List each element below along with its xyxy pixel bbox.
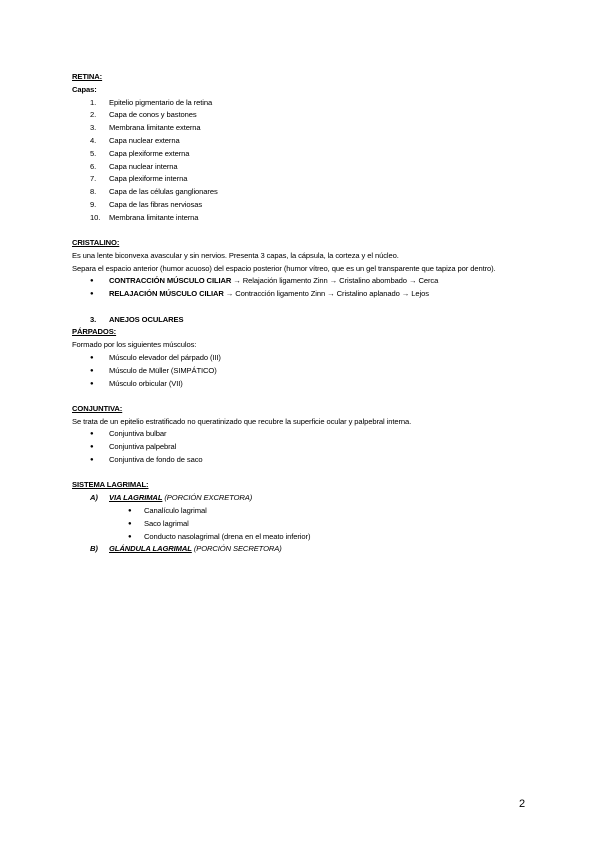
bullet-icon: ● [90,444,94,451]
bullet-icon: ● [90,431,94,438]
list-item: 3. Membrana limitante externa [90,123,201,133]
bullet-icon: ● [90,367,94,374]
list-item: 10. Membrana limitante interna [90,212,199,222]
list-item: ● Saco lagrimal [72,518,532,531]
list-item: ● Conjuntiva palpebral [72,441,532,454]
list-item: 4. Capa nuclear externa [90,135,180,145]
retina-subheading: Capas: [72,84,97,94]
bullet-icon: ● [90,278,94,285]
parpados-intro: Formado por los siguientes músculos: [72,340,197,350]
list-item: 6. Capa nuclear interna [90,161,178,171]
list-item: ● CONTRACCIÓN MÚSCULO CILIAR → Relajación ligamento Zinn → Cristalino abombado → Cerca [72,275,532,288]
bullet-icon: ● [90,354,94,361]
list-item: 1. Epitelio pigmentario de la retina [90,97,213,107]
bullet-icon: ● [90,457,94,464]
list-item: 9. Capa de las fibras nerviosas [90,199,203,209]
cristalino-paragraph: Separa el espacio anterior (humor acuoso) del espacio posterior (humor vítreo, que es un gel transparente que tapiza por dentro). [72,263,496,273]
bullet-icon: ● [90,291,94,298]
list-item: ● Conjuntiva de fondo de saco [72,454,532,467]
bullet-icon: ● [128,507,132,514]
list-item: ● Músculo elevador del párpado (III) [72,352,532,365]
conjuntiva-heading: CONJUNTIVA: [72,403,123,413]
list-item: ● Músculo de Müller (SIMPÁTICO) [72,365,532,378]
bullet-icon: ● [90,380,94,387]
list-item: 8. Capa de las células ganglionares [90,187,218,197]
list-item: 2. Capa de conos y bastones [90,110,197,120]
list-item: 7. Capa plexiforme interna [90,174,188,184]
page-content [72,71,532,556]
bullet-icon: ● [128,520,132,527]
spacer [72,467,532,480]
cristalino-heading: CRISTALINO: [72,238,120,248]
cristalino-paragraph: Es una lente biconvexa avascular y sin nervios. Presenta 3 capas, la cápsula, la corteza y el núcleo. [72,250,399,260]
spacer [72,225,532,238]
spacer [72,390,532,403]
parpados-heading: PÁRPADOS: [72,327,117,337]
list-item: ● Conjuntiva bulbar [72,428,532,441]
list-item: ● Conducto nasolagrimal (drena en el meato inferior) [72,531,532,544]
list-item: 5. Capa plexiforme externa [90,148,190,158]
retina-layer-list [72,97,532,225]
lagrimal-subsection-b: B) GLÁNDULA LAGRIMAL (PORCIÓN SECRETORA) [90,544,282,554]
list-item: ● Músculo orbicular (VII) [72,378,532,391]
page-number: 2 [519,798,526,810]
bullet-icon: ● [128,533,132,540]
lagrimal-heading: SISTEMA LAGRIMAL: [72,480,149,490]
list-item: ● RELAJACIÓN MÚSCULO CILIAR → Contracción ligamento Zinn → Cristalino aplanado → Lejos [72,288,532,301]
lagrimal-subsection-a: A) VIA LAGRIMAL (PORCIÓN EXCRETORA) [90,493,253,503]
retina-heading: RETINA: [72,72,103,81]
conjuntiva-intro: Se trata de un epitelio estratificado no queratinizado que recubre la superficie ocular y palpebral interna. [72,416,412,426]
anejos-heading: 3. ANEJOS OCULARES [90,314,184,324]
spacer [72,301,532,314]
list-item: ● Canalículo lagrimal [72,505,532,518]
